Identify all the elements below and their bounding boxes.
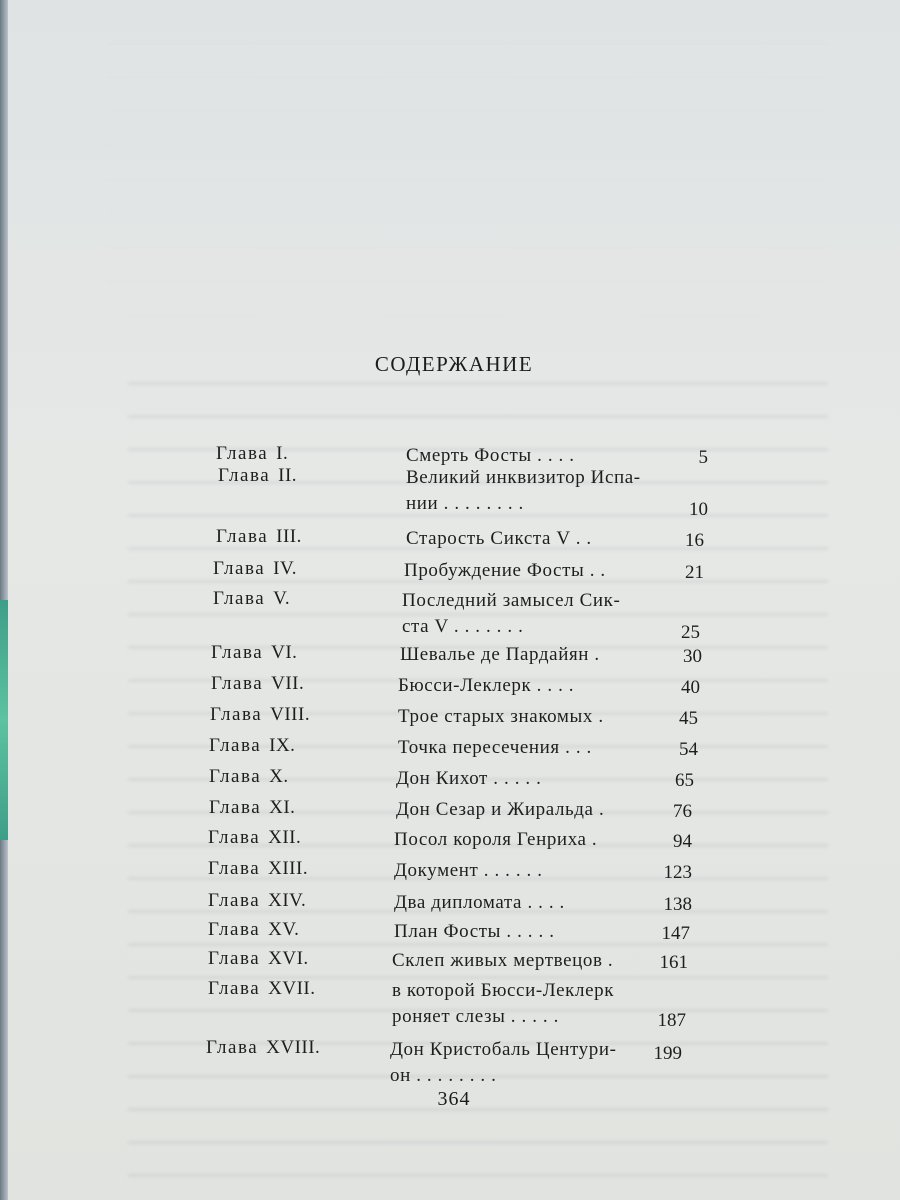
chapter-number: XVII. — [268, 978, 316, 999]
toc-page-number: 199 — [653, 1043, 682, 1064]
toc-entry — [8, 465, 900, 523]
chapter-number: VI. — [271, 642, 298, 663]
toc-page-number: 25 — [681, 622, 700, 643]
toc-page-number: 21 — [685, 562, 704, 583]
toc-chapter-title — [390, 1037, 660, 1089]
chapter-number: XI. — [269, 797, 296, 818]
toc-page-number: 5 — [698, 447, 708, 468]
toc-chapter-label — [208, 827, 388, 849]
toc-title-line: Старость Сикста V . . — [406, 528, 592, 549]
toc-title-line: Смерть Фосты . . . . — [406, 445, 575, 466]
toc-chapter-title — [394, 827, 664, 853]
chapter-number: XVI. — [268, 948, 309, 969]
toc-chapter-title — [394, 919, 664, 945]
toc-page-number: 76 — [673, 801, 692, 822]
page-number: 364 — [437, 1088, 471, 1110]
chapter-number: XIII. — [268, 858, 309, 879]
toc-entry — [8, 978, 900, 1036]
toc-chapter-label — [209, 735, 389, 757]
toc-chapter-label — [208, 948, 388, 970]
toc-title-line: Дон Сезар и Жиральда . — [396, 799, 605, 820]
chapter-number: X. — [269, 766, 289, 787]
book-edge-color-strip — [0, 600, 8, 840]
toc-title-line: План Фосты . . . . . — [394, 921, 555, 942]
chapter-number: VIII. — [270, 704, 311, 725]
toc-chapter-title — [396, 797, 666, 823]
toc-title-line: ста V . . . . . . . — [402, 616, 524, 637]
toc-title-line: Точка пересечения . . . — [398, 737, 592, 758]
toc-chapter-label — [213, 558, 393, 580]
toc-page-number: 161 — [659, 952, 688, 973]
toc-title-line: Дон Кихот . . . . . — [396, 768, 542, 789]
toc-chapter-label — [206, 1037, 386, 1059]
toc-chapter-title — [400, 642, 670, 668]
chapter-number: XV. — [268, 919, 300, 940]
toc-title-line: Документ . . . . . . — [394, 860, 543, 881]
toc-title-line: Пробуждение Фосты . . — [404, 560, 606, 581]
toc-title-line: нии . . . . . . . . — [406, 493, 524, 514]
toc-chapter-label — [208, 919, 388, 941]
toc-page-number: 187 — [657, 1010, 686, 1031]
chapter-number: IV. — [273, 558, 297, 579]
toc-title-line: Дон Кристобаль Центури- — [390, 1039, 617, 1060]
toc-page-number: 65 — [675, 770, 694, 791]
chapter-word: Глава — [209, 735, 262, 756]
toc-chapter-label — [208, 858, 388, 880]
toc-chapter-label — [218, 465, 398, 487]
chapter-number: I. — [276, 443, 289, 464]
chapter-number: XIV. — [268, 890, 307, 911]
chapter-word: Глава — [211, 673, 264, 694]
toc-chapter-title — [398, 704, 668, 730]
chapter-number: IX. — [269, 735, 296, 756]
chapter-word: Глава — [208, 919, 261, 940]
toc-chapter-label — [209, 797, 389, 819]
chapter-word: Глава — [208, 948, 261, 969]
chapter-number: VII. — [271, 673, 305, 694]
toc-title-line: Посол короля Генриха . — [394, 829, 598, 850]
bleed-through-text — [108, 10, 828, 340]
toc-title-line: Шевалье де Пардайян . — [400, 644, 600, 665]
toc-page-number: 45 — [679, 708, 698, 729]
toc-entry — [8, 1037, 900, 1095]
toc-chapter-title — [394, 890, 664, 916]
toc-title-line: Склеп живых мертвецов . — [392, 950, 614, 971]
chapter-word: Глава — [216, 443, 269, 464]
chapter-word: Глава — [211, 642, 264, 663]
toc-page-number: 10 — [689, 499, 708, 520]
toc-page-number: 147 — [661, 923, 690, 944]
toc-entry — [8, 588, 900, 646]
toc-chapter-title — [396, 766, 666, 792]
chapter-word: Глава — [209, 797, 262, 818]
toc-chapter-label — [208, 890, 388, 912]
toc-title-line: Бюсси-Леклерк . . . . — [398, 675, 575, 696]
toc-chapter-label — [216, 443, 396, 465]
toc-page-number: 54 — [679, 739, 698, 760]
toc-chapter-title — [406, 526, 676, 552]
chapter-word: Глава — [208, 827, 261, 848]
chapter-number: XII. — [268, 827, 302, 848]
toc-title-line: Два дипломата . . . . — [394, 892, 565, 913]
toc-chapter-title — [394, 858, 664, 884]
chapter-word: Глава — [210, 704, 263, 725]
toc-page-number: 40 — [681, 677, 700, 698]
book-page — [8, 0, 900, 1200]
toc-chapter-title — [402, 588, 672, 640]
chapter-word: Глава — [213, 588, 266, 609]
toc-chapter-label — [216, 526, 396, 548]
chapter-number: III. — [276, 526, 302, 547]
toc-page-number: 138 — [663, 894, 692, 915]
chapter-number: V. — [273, 588, 291, 609]
toc-chapter-title — [392, 948, 662, 974]
toc-chapter-title — [398, 673, 668, 699]
toc-page-number: 30 — [683, 646, 702, 667]
chapter-word: Глава — [208, 890, 261, 911]
toc-title-line: Последний замысел Сик- — [402, 590, 621, 611]
chapter-word: Глава — [208, 978, 261, 999]
chapter-word: Глава — [218, 465, 271, 486]
toc-chapter-label — [208, 978, 388, 1000]
chapter-word: Глава — [209, 766, 262, 787]
chapter-word: Глава — [213, 558, 266, 579]
toc-chapter-label — [213, 588, 393, 610]
toc-chapter-label — [211, 673, 391, 695]
toc-chapter-title — [398, 735, 668, 761]
toc-title-line: Великий инквизитор Испа- — [406, 467, 641, 488]
toc-chapter-title — [406, 465, 676, 517]
chapter-word: Глава — [206, 1037, 259, 1058]
chapter-number: XVIII. — [266, 1037, 321, 1058]
toc-chapter-title — [392, 978, 662, 1030]
toc-title-line: в которой Бюсси-Леклерк — [392, 980, 615, 1001]
toc-chapter-label — [210, 704, 390, 726]
chapter-number: II. — [278, 465, 298, 486]
page-title: СОДЕРЖАНИЕ — [374, 352, 534, 376]
toc-title-line: Трое старых знакомых . — [398, 706, 604, 727]
toc-chapter-label — [209, 766, 389, 788]
toc-page-number: 123 — [663, 862, 692, 883]
chapter-word: Глава — [216, 526, 269, 547]
toc-page-number: 94 — [673, 831, 692, 852]
toc-chapter-label — [211, 642, 391, 664]
toc-title-line: он . . . . . . . . — [390, 1065, 497, 1086]
toc-page-number: 16 — [685, 530, 704, 551]
toc-title-line: роняет слезы . . . . . — [392, 1006, 559, 1027]
toc-chapter-title — [404, 558, 674, 584]
chapter-word: Глава — [208, 858, 261, 879]
